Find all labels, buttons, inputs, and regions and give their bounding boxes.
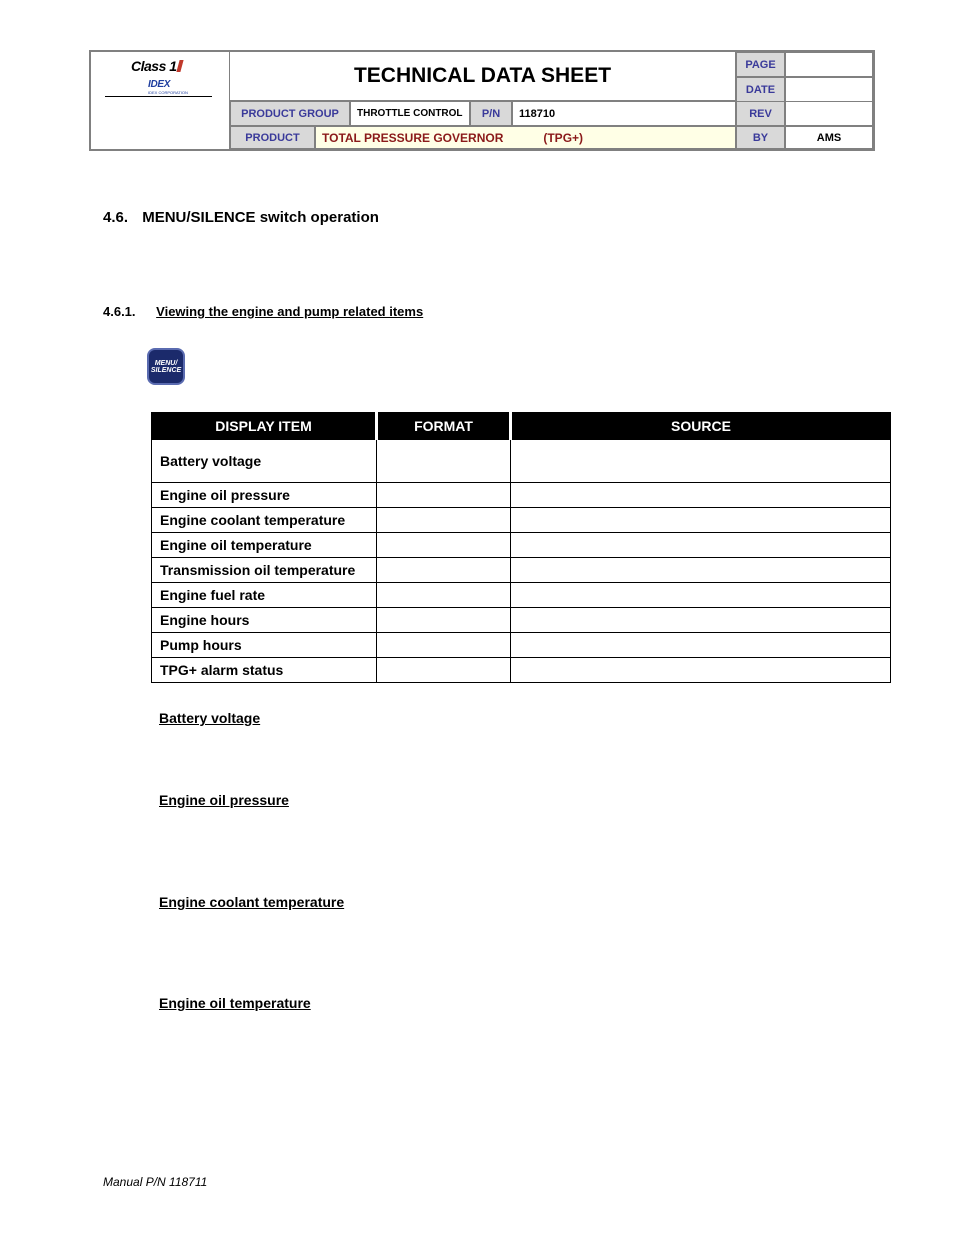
table-row <box>152 533 891 558</box>
product-code: (TPG+) <box>543 130 584 145</box>
display-item-cell: Transmission oil temperature <box>152 558 377 583</box>
source-cell <box>511 658 891 683</box>
subsection-title: Viewing the engine and pump related items <box>156 304 424 319</box>
date-value <box>785 77 873 102</box>
table-row <box>152 558 891 583</box>
table-row <box>152 440 891 483</box>
format-cell <box>377 440 511 483</box>
logo-divider <box>105 96 212 97</box>
table-header-row <box>152 413 891 440</box>
source-cell <box>511 633 891 658</box>
page-title: TECHNICAL DATA SHEET <box>230 52 736 101</box>
heading-engine-oil-temperature: Engine oil temperature <box>159 995 311 1011</box>
format-cell <box>377 558 511 583</box>
subsection-heading <box>103 304 423 319</box>
document-header <box>89 50 875 151</box>
idex-logo-subtitle: IDEX CORPORATION <box>148 90 188 95</box>
display-item-cell: Engine oil temperature <box>152 533 377 558</box>
header-format: FORMAT <box>377 413 511 440</box>
product-name: TOTAL PRESSURE GOVERNOR <box>322 130 504 145</box>
section-heading <box>103 209 379 226</box>
display-item-cell: Engine oil pressure <box>152 483 377 508</box>
menu-button-line2: SILENCE <box>150 366 182 374</box>
product-group-value: THROTTLE CONTROL <box>350 101 470 126</box>
format-cell <box>377 633 511 658</box>
table-row <box>152 483 891 508</box>
pn-label: P/N <box>470 101 512 126</box>
table-row <box>152 633 891 658</box>
date-label: DATE <box>736 77 785 102</box>
display-item-cell: Battery voltage <box>152 440 377 483</box>
source-cell <box>511 483 891 508</box>
logo-area <box>91 52 230 149</box>
pn-value: 118710 <box>512 101 736 126</box>
source-cell <box>511 558 891 583</box>
by-value: AMS <box>785 126 873 149</box>
idex-logo: IDEX <box>148 79 171 90</box>
table-row <box>152 608 891 633</box>
page-label: PAGE <box>736 52 785 77</box>
source-cell <box>511 583 891 608</box>
menu-silence-button-icon <box>147 348 185 385</box>
by-label: BY <box>736 126 785 149</box>
table-row <box>152 658 891 683</box>
page-value <box>785 52 873 77</box>
class1-logo: Class 1 <box>131 58 182 74</box>
header-display-item: DISPLAY ITEM <box>152 413 377 440</box>
table-row <box>152 508 891 533</box>
rev-label: REV <box>736 101 785 126</box>
heading-engine-coolant-temperature: Engine coolant temperature <box>159 894 345 910</box>
source-cell <box>511 440 891 483</box>
table-row <box>152 583 891 608</box>
source-cell <box>511 608 891 633</box>
display-item-cell: Engine hours <box>152 608 377 633</box>
format-cell <box>377 483 511 508</box>
subsection-number: 4.6.1. <box>103 304 136 319</box>
display-item-cell: Engine coolant temperature <box>152 508 377 533</box>
source-cell <box>511 533 891 558</box>
display-item-cell: Pump hours <box>152 633 377 658</box>
header-source: SOURCE <box>511 413 891 440</box>
section-title: MENU/SILENCE switch operation <box>142 209 379 226</box>
format-cell <box>377 583 511 608</box>
display-item-cell: TPG+ alarm status <box>152 658 377 683</box>
product-group-label: PRODUCT GROUP <box>230 101 350 126</box>
page-footer: Manual P/N 118711 <box>103 1175 208 1189</box>
source-cell <box>511 508 891 533</box>
heading-battery-voltage: Battery voltage <box>159 710 261 726</box>
display-items-table <box>151 412 891 683</box>
format-cell <box>377 608 511 633</box>
rev-value <box>785 101 873 126</box>
format-cell <box>377 508 511 533</box>
product-value <box>315 126 736 149</box>
section-number: 4.6. <box>103 209 129 226</box>
product-label: PRODUCT <box>230 126 315 149</box>
format-cell <box>377 533 511 558</box>
display-item-cell: Engine fuel rate <box>152 583 377 608</box>
menu-button-line1: MENU/ <box>154 359 178 367</box>
heading-engine-oil-pressure: Engine oil pressure <box>159 792 289 808</box>
format-cell <box>377 658 511 683</box>
